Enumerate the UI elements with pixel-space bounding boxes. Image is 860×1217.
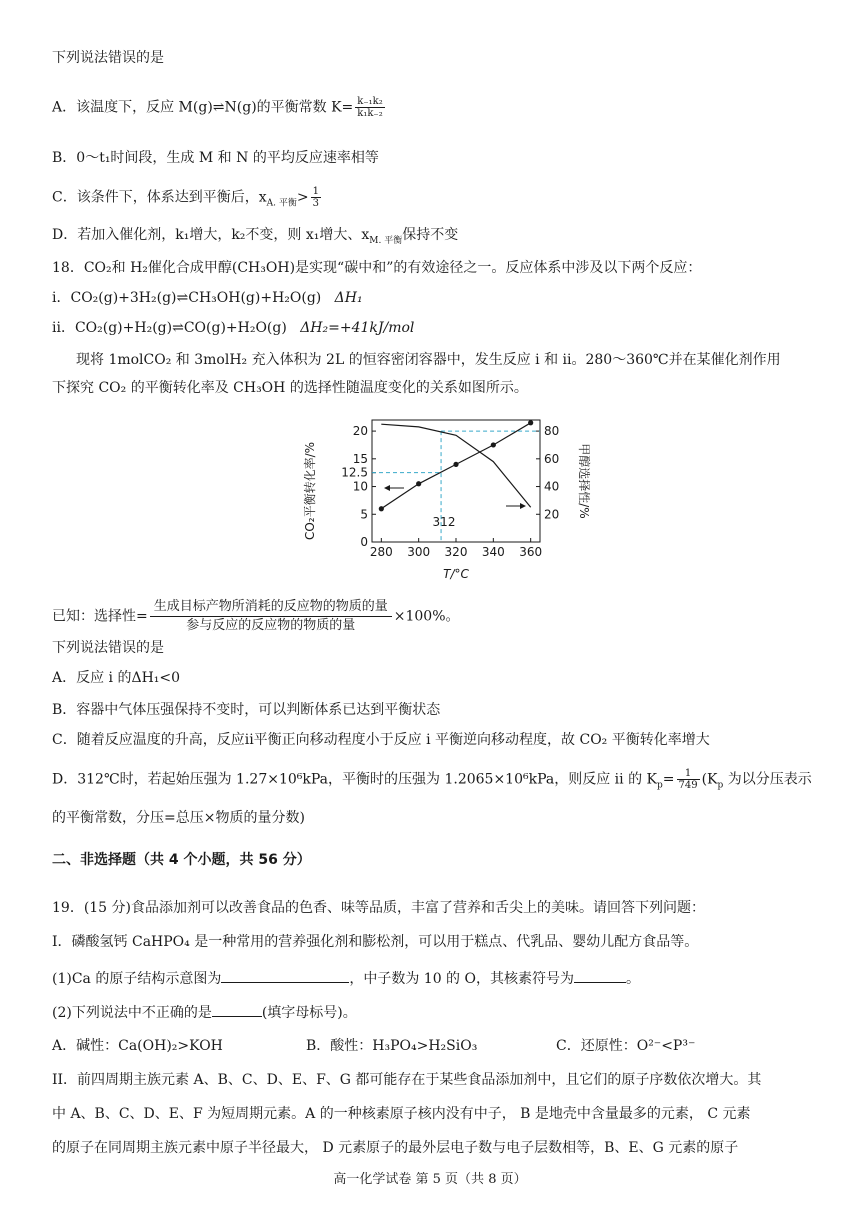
y-left-tick-label: 20 [352, 424, 368, 439]
x-tick-label: 280 [369, 545, 393, 559]
q19-question-1: (1)Ca 的原子结构示意图为 ，中子数为 10 的 O，其核素符号为 。 [52, 968, 640, 989]
q17-option-d: D．若加入催化剂，k₁增大，k₂不变，则 x₁增大、$x_{M. 平衡}$保持不变 [52, 227, 459, 246]
q19-choice-c: C．还原性：O²⁻<P³⁻ [556, 1038, 696, 1054]
q19-part-ii-line1: II．前四周期主族元素 A、B、C、D、E、F、G 都可能存在于某些食品添加剂中，且它们的原子序数依次增大。其 [52, 1072, 762, 1088]
q18-paragraph-line1: 现将 1molCO₂ 和 3molH₂ 充入体积为 2L 的恒容密闭容器中，发生反应 i 和 ii。280～360℃并在某催化剂作用 [76, 352, 781, 368]
y-right-tick-label: 80 [544, 424, 560, 439]
q19-part-ii-line3: 的原子在同周期主族元素中原子半径最大， D 元素原子的最外层电子数与电子层数相等，B、E、G 元素的原子 [52, 1140, 739, 1156]
y-right-tick-label: 40 [544, 479, 560, 494]
right-arrow-indicator [506, 503, 526, 509]
x-tick-label: 320 [444, 545, 468, 559]
q18-reaction-i: i．CO₂(g)+3H₂(g)⇌CH₃OH(g)+H₂O(g) ΔH₁ [52, 290, 363, 306]
plot-frame [372, 420, 540, 542]
q17-option-b: B．0～t₁时间段，生成 M 和 N 的平均反应速率相等 [52, 150, 379, 166]
q19-choice-a: A．碱性：Ca(OH)₂>KOH [52, 1038, 223, 1054]
one-third-fraction: $\frac{1}{3}$ [312, 186, 319, 209]
series-point [453, 462, 458, 467]
co2-conversion-chart [300, 418, 620, 583]
q18-option-d-line1: D．312℃时，若起始压强为 1.27×10⁶kPa，平衡时的压强为 1.2065×10⁶kPa，则反应 ii 的 $K_p=$ $\frac{1}{749}$ ($K_p$ 为以分压表示 [52, 768, 812, 791]
rate-constant-fraction: $\frac{\text{k₋₁k₂}}{\text{k₁k₋₂}}$ [357, 96, 383, 119]
y-left-tick-label: 0 [360, 535, 368, 549]
q17-option-a: A．该温度下，反应 M(g)⇌N(g)的平衡常数 K= $\frac{\text{k₋₁k₂}}{\text{k₁k₋₂}}$ [52, 96, 383, 119]
q19-stem: 19．(15 分)食品添加剂可以改善食品的色香、味等品质，丰富了营养和舌尖上的美味。请回答下列问题： [52, 900, 706, 916]
y-left-axis-label: CO₂平衡转化率/% [303, 441, 317, 541]
annotation-312: 312 [432, 515, 456, 529]
q19-part-ii-line2: 中 A、B、C、D、E、F 为短周期元素。A 的一种核素原子核内没有中子， B 是地壳中含量最多的元素， C 元素 [52, 1106, 751, 1122]
page-footer: 高一化学试卷 第 5 页（共 8 页） [333, 1172, 527, 1187]
q18-known-formula: 已知：选择性= $\frac{\text{生成目标产物所消耗的反应物的物质的量}}{\text{参与反应的反应物的物质的量}}$ ×100%。 [52, 599, 460, 633]
y-right-tick-label: 60 [544, 451, 560, 466]
q18-reaction-ii: ii．CO₂(g)+H₂(g)⇌CO(g)+H₂O(g) ΔH₂=+41kJ/mol [52, 320, 415, 336]
q19-choice-b: B．酸性：H₃PO₄>H₂SiO₃ [306, 1038, 478, 1054]
series-point [416, 481, 421, 486]
q17-option-c: C．该条件下，体系达到平衡后，$x_{A. 平衡}>$ $\frac{1}{3}$ [52, 186, 319, 209]
q19-question-2: (2)下列说法中不正确的是 (填字母标号)。 [52, 1002, 357, 1023]
q17-stem-tail: 下列说法错误的是 [52, 50, 164, 66]
left-arrow-indicator [384, 485, 404, 491]
q18-ask: 下列说法错误的是 [52, 640, 164, 656]
y-left-tick-label: 12.5 [341, 465, 368, 480]
answer-blank-3[interactable] [212, 1002, 262, 1017]
series-point [491, 442, 496, 447]
y-right-tick-label: 20 [544, 507, 560, 522]
y-left-tick-label: 15 [352, 451, 368, 466]
x-axis-label: T/°C [443, 567, 469, 581]
q18-option-c: C．随着反应温度的升高，反应ii平衡正向移动程度小于反应 i 平衡逆向移动程度，故 CO₂ 平衡转化率增大 [52, 732, 710, 748]
y-right-axis-label: 甲醇选择性/% [577, 443, 591, 519]
x-tick-label: 300 [407, 545, 431, 559]
series-point [528, 420, 533, 425]
series-point [379, 506, 384, 511]
kp-fraction: $\frac{1}{749}$ [678, 768, 698, 791]
q18-option-d-line2: 的平衡常数，分压=总压×物质的量分数) [52, 810, 305, 826]
x-tick-label: 340 [481, 545, 505, 559]
selectivity-fraction: $\frac{\text{生成目标产物所消耗的反应物的物质的量}}{\text{参与反应的反应物的物质的量}}$ [150, 598, 392, 635]
y-left-tick-label: 10 [352, 479, 368, 494]
answer-blank-1[interactable] [221, 968, 349, 983]
q18-paragraph-line2: 下探究 CO₂ 的平衡转化率及 CH₃OH 的选择性随温度变化的关系如图所示。 [52, 380, 528, 396]
y-left-tick-label: 5 [360, 507, 368, 522]
q18-option-a: A．反应 i 的ΔH₁<0 [52, 670, 181, 686]
q19-part-i: I．磷酸氢钙 CaHPO₄ 是一种常用的营养强化剂和膨松剂，可以用于糕点、代乳品、婴幼儿配方食品等。 [52, 934, 699, 950]
answer-blank-2[interactable] [574, 968, 626, 983]
q18-stem: 18．CO₂和 H₂催化合成甲醇(CH₃OH)是实现“碳中和”的有效途径之一。反应体系中涉及以下两个反应： [52, 260, 702, 276]
x-tick-label: 360 [519, 545, 543, 559]
q18-option-b: B．容器中气体压强保持不变时，可以判断体系已达到平衡状态 [52, 702, 441, 718]
section-two-heading: 二、非选择题（共 4 个小题，共 56 分） [52, 852, 311, 868]
